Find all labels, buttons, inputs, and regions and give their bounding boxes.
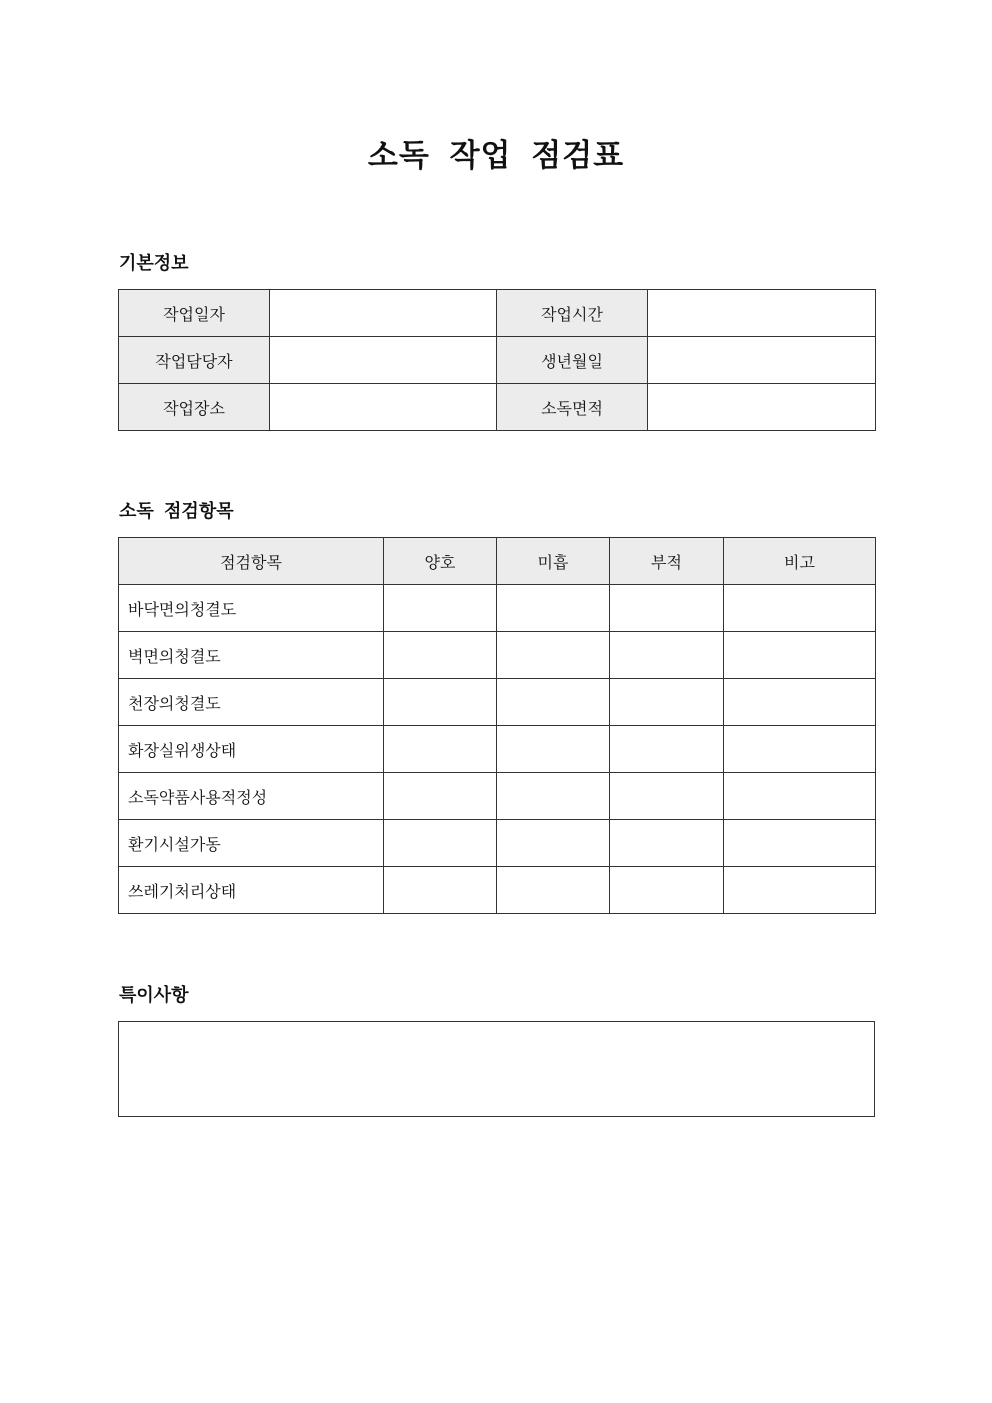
work-date-field[interactable] bbox=[270, 290, 497, 337]
basic-info-heading: 기본정보 bbox=[119, 253, 189, 274]
inspection-item-label: 환기시설가동 bbox=[119, 820, 384, 867]
table-row bbox=[119, 679, 876, 726]
birth-date-field[interactable] bbox=[648, 337, 876, 384]
column-header-good: 양호 bbox=[384, 538, 497, 585]
table-row bbox=[119, 585, 876, 632]
unfit-cell[interactable] bbox=[610, 820, 724, 867]
table-row bbox=[119, 632, 876, 679]
good-cell[interactable] bbox=[384, 820, 497, 867]
poor-cell[interactable] bbox=[497, 726, 610, 773]
work-place-label: 작업장소 bbox=[119, 384, 270, 431]
birth-date-label: 생년월일 bbox=[497, 337, 648, 384]
good-cell[interactable] bbox=[384, 726, 497, 773]
notes-heading: 특이사항 bbox=[119, 985, 189, 1006]
poor-cell[interactable] bbox=[497, 632, 610, 679]
remarks-cell[interactable] bbox=[724, 679, 876, 726]
inspection-heading: 소독 점검항목 bbox=[119, 501, 234, 522]
remarks-cell[interactable] bbox=[724, 632, 876, 679]
basic-info-row bbox=[119, 384, 876, 431]
unfit-cell[interactable] bbox=[610, 867, 724, 914]
poor-cell[interactable] bbox=[497, 867, 610, 914]
unfit-cell[interactable] bbox=[610, 632, 724, 679]
unfit-cell[interactable] bbox=[610, 773, 724, 820]
poor-cell[interactable] bbox=[497, 585, 610, 632]
inspection-item-label: 천장의청결도 bbox=[119, 679, 384, 726]
unfit-cell[interactable] bbox=[610, 726, 724, 773]
unfit-cell[interactable] bbox=[610, 679, 724, 726]
column-header-remarks: 비고 bbox=[724, 538, 876, 585]
disinfection-area-field[interactable] bbox=[648, 384, 876, 431]
remarks-cell[interactable] bbox=[724, 726, 876, 773]
worker-field[interactable] bbox=[270, 337, 497, 384]
poor-cell[interactable] bbox=[497, 679, 610, 726]
inspection-item-label: 화장실위생상태 bbox=[119, 726, 384, 773]
notes-field[interactable] bbox=[118, 1021, 875, 1117]
basic-info-row bbox=[119, 337, 876, 384]
table-row bbox=[119, 726, 876, 773]
table-row bbox=[119, 773, 876, 820]
column-header-item: 점검항목 bbox=[119, 538, 384, 585]
inspection-header-row bbox=[119, 538, 876, 585]
remarks-cell[interactable] bbox=[724, 867, 876, 914]
column-header-unfit: 부적 bbox=[610, 538, 724, 585]
poor-cell[interactable] bbox=[497, 773, 610, 820]
poor-cell[interactable] bbox=[497, 820, 610, 867]
good-cell[interactable] bbox=[384, 632, 497, 679]
worker-label: 작업담당자 bbox=[119, 337, 270, 384]
good-cell[interactable] bbox=[384, 585, 497, 632]
remarks-cell[interactable] bbox=[724, 773, 876, 820]
good-cell[interactable] bbox=[384, 679, 497, 726]
work-place-field[interactable] bbox=[270, 384, 497, 431]
inspection-item-label: 소독약품사용적정성 bbox=[119, 773, 384, 820]
good-cell[interactable] bbox=[384, 867, 497, 914]
inspection-item-label: 바닥면의청결도 bbox=[119, 585, 384, 632]
good-cell[interactable] bbox=[384, 773, 497, 820]
work-time-label: 작업시간 bbox=[497, 290, 648, 337]
remarks-cell[interactable] bbox=[724, 585, 876, 632]
work-date-label: 작업일자 bbox=[119, 290, 270, 337]
basic-info-table bbox=[118, 289, 876, 431]
table-row bbox=[119, 820, 876, 867]
disinfection-area-label: 소독면적 bbox=[497, 384, 648, 431]
work-time-field[interactable] bbox=[648, 290, 876, 337]
inspection-item-label: 쓰레기처리상태 bbox=[119, 867, 384, 914]
remarks-cell[interactable] bbox=[724, 820, 876, 867]
unfit-cell[interactable] bbox=[610, 585, 724, 632]
inspection-item-label: 벽면의청결도 bbox=[119, 632, 384, 679]
inspection-table bbox=[118, 537, 876, 914]
page-title: 소독 작업 점검표 bbox=[367, 138, 625, 174]
table-row bbox=[119, 867, 876, 914]
basic-info-row bbox=[119, 290, 876, 337]
column-header-poor: 미흡 bbox=[497, 538, 610, 585]
